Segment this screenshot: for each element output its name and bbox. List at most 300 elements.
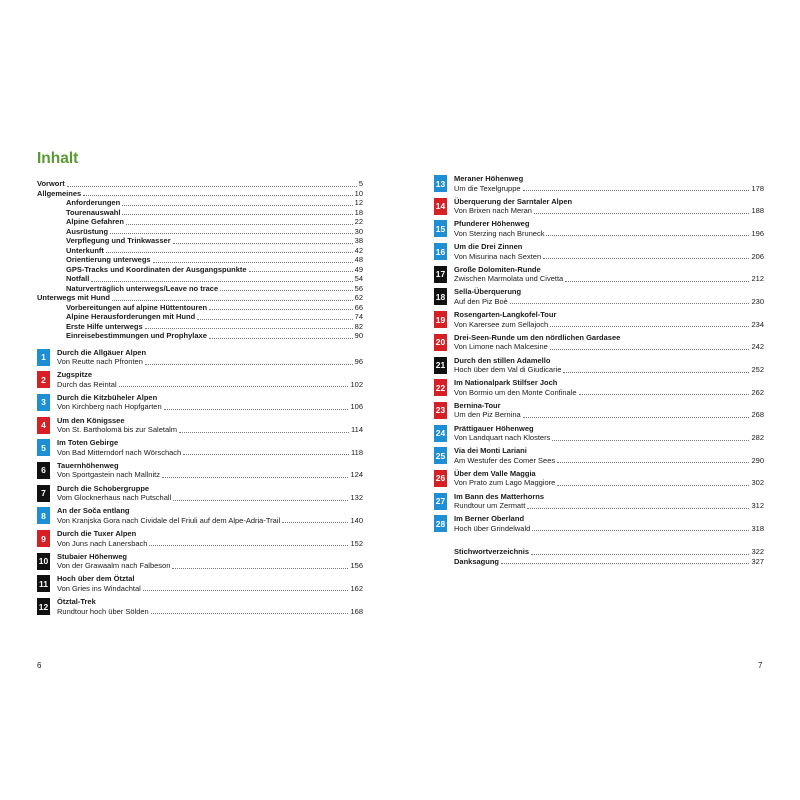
tour-page: 96 <box>354 357 363 366</box>
dot-leader <box>565 280 749 282</box>
dot-leader <box>557 484 749 486</box>
dot-leader <box>126 223 353 225</box>
toc-entry-label: Einreisebestimmungen und Prophylaxe <box>66 331 207 340</box>
tour-subtitle-row <box>57 448 363 458</box>
tour-entry[interactable] <box>434 401 764 422</box>
tour-number-badge: 22 <box>434 379 447 396</box>
dot-leader <box>122 213 352 215</box>
dot-leader <box>145 363 353 365</box>
tour-text <box>454 265 764 284</box>
tour-subtitle-row <box>454 184 764 194</box>
tour-entry[interactable] <box>37 506 363 527</box>
tour-entry[interactable] <box>37 438 363 459</box>
tour-text <box>454 356 764 375</box>
tour-subtitle-row <box>454 229 764 239</box>
appendix-entry[interactable] <box>434 557 764 567</box>
toc-entry-page: 48 <box>354 255 363 264</box>
tour-subtitle-row <box>454 206 764 216</box>
tour-subtitle-row <box>454 478 764 488</box>
tour-subtitle-row <box>454 365 764 375</box>
tour-number-badge: 13 <box>434 175 447 192</box>
toc-entry-page: 62 <box>354 293 363 302</box>
dot-leader <box>209 337 353 339</box>
tour-number-badge: 15 <box>434 220 447 237</box>
tour-text <box>454 378 764 397</box>
tour-number-badge: 12 <box>37 598 50 615</box>
tour-title: Stubaier Höhenweg <box>57 551 128 561</box>
tour-title: Tauernhöhenweg <box>57 460 119 470</box>
dot-leader <box>501 562 749 564</box>
tour-text <box>57 552 363 571</box>
tour-title: Ötztal-Trek <box>57 597 96 607</box>
dot-leader <box>527 507 749 509</box>
tour-page: 114 <box>351 425 363 435</box>
toc-entry[interactable] <box>37 189 363 199</box>
tour-subtitle: Von Bormio um den Monte Confinale <box>454 387 577 397</box>
toc-entry-page: 54 <box>354 274 363 283</box>
dot-leader <box>122 204 352 206</box>
toc-entry-page: 56 <box>354 283 363 293</box>
toc-entry-page: 10 <box>354 188 363 198</box>
dot-leader <box>563 371 749 373</box>
toc-entry-page: 12 <box>354 198 363 207</box>
dot-leader <box>179 431 349 433</box>
tour-subtitle-row <box>57 357 363 367</box>
dot-leader <box>197 318 352 320</box>
tour-number-badge: 19 <box>434 311 447 328</box>
intro-list <box>37 179 363 341</box>
tour-subtitle: Von Kirchberg nach Hopfgarten <box>57 402 162 412</box>
tour-subtitle: Durch das Reintal <box>57 379 117 389</box>
tour-title: Durch die Allgäuer Alpen <box>57 347 147 357</box>
tour-subtitle-row <box>57 516 363 526</box>
tour-title: An der Soča entlang <box>57 506 130 516</box>
tour-title: Im Berner Oberland <box>454 514 525 524</box>
tour-page: 312 <box>751 501 764 511</box>
tour-number-badge: 16 <box>434 243 447 260</box>
tour-title: Bernina-Tour <box>454 400 501 410</box>
dot-leader <box>557 461 749 463</box>
toc-entry[interactable] <box>37 246 363 256</box>
tour-list-right <box>434 174 764 535</box>
tour-subtitle-row <box>57 402 363 412</box>
dot-leader <box>106 251 353 253</box>
tour-title: Hoch über dem Ötztal <box>57 574 135 584</box>
tour-number-badge: 17 <box>434 266 447 283</box>
dot-leader <box>145 327 353 329</box>
tour-subtitle: Von Limone nach Malcesine <box>454 342 548 352</box>
toc-entry-label: GPS-Tracks und Koordinaten der Ausgangspunkte <box>66 264 247 274</box>
tour-subtitle: Hoch über Grindelwald <box>454 523 531 533</box>
toc-entry-page: 30 <box>354 226 363 236</box>
tour-text <box>454 219 764 238</box>
tour-title: Prättigauer Höhenweg <box>454 423 534 433</box>
tour-text <box>57 574 363 593</box>
dot-leader <box>149 544 348 546</box>
tour-entry[interactable] <box>434 356 764 377</box>
tour-text <box>57 438 363 457</box>
tour-number-badge: 10 <box>37 553 50 570</box>
dot-leader <box>543 257 749 259</box>
tour-subtitle: Um die Texelgruppe <box>454 183 521 193</box>
page-number-right: 7 <box>758 661 763 670</box>
dot-leader <box>579 393 750 395</box>
tour-page: 132 <box>350 493 363 503</box>
tour-text <box>454 446 764 465</box>
tour-subtitle: Zwischen Marmolata und Civetta <box>454 274 564 284</box>
tour-subtitle: Vom Glocknerhaus nach Putschall <box>57 493 172 503</box>
toc-entry-page: 49 <box>354 264 363 274</box>
tour-text <box>57 461 363 480</box>
tour-subtitle: Am Westufer des Comer Sees <box>454 455 556 465</box>
tour-entry[interactable] <box>434 265 764 286</box>
tour-subtitle-row <box>454 524 764 534</box>
tour-entry[interactable] <box>434 174 764 195</box>
dot-leader <box>249 270 353 272</box>
toc-entry-label: Orientierung unterwegs <box>66 255 151 264</box>
tour-subtitle: Von Karersee zum Sellajoch <box>454 319 549 329</box>
tour-title: Drei-Seen-Runde um den nördlichen Gardasee <box>454 332 621 342</box>
tour-text <box>454 333 764 352</box>
toc-entry-page: 5 <box>358 179 363 188</box>
tour-subtitle-row <box>454 342 764 352</box>
tour-page: 206 <box>751 251 764 261</box>
tour-number-badge: 5 <box>37 439 50 456</box>
toc-entry-label: Unterkunft <box>66 245 104 255</box>
toc-entry[interactable] <box>37 198 363 208</box>
dot-leader <box>534 212 750 214</box>
tour-page: 140 <box>350 515 363 525</box>
tour-number-badge: 1 <box>37 349 50 366</box>
tour-page: 318 <box>751 523 764 533</box>
tour-text <box>57 416 363 435</box>
tour-subtitle-row <box>454 501 764 511</box>
tour-title: Sella-Überquerung <box>454 287 522 297</box>
tour-subtitle: Von Juns nach Lanersbach <box>57 538 148 548</box>
toc-entry-label: Alpine Gefahren <box>66 217 124 226</box>
tour-page: 252 <box>751 365 764 374</box>
tour-entry[interactable] <box>37 574 363 595</box>
toc-entry[interactable] <box>37 227 363 237</box>
tour-entry[interactable] <box>434 514 764 535</box>
appendix-label: Danksagung <box>454 556 500 566</box>
toc-entry-label: Notfall <box>66 274 90 283</box>
tour-number-badge: 4 <box>37 417 50 434</box>
tour-text <box>454 242 764 261</box>
tour-subtitle-row <box>454 252 764 262</box>
tour-title: Meraner Höhenweg <box>454 174 524 183</box>
dot-leader <box>552 439 749 441</box>
tour-number-badge: 14 <box>434 198 447 215</box>
tour-text <box>57 370 363 389</box>
tour-entry[interactable] <box>37 416 363 437</box>
tour-entry[interactable] <box>434 424 764 445</box>
tour-subtitle: Von Misurina nach Sexten <box>454 251 542 261</box>
tour-page: 162 <box>350 583 363 593</box>
tour-title: Im Toten Gebirge <box>57 438 119 448</box>
tour-number-badge: 25 <box>434 447 447 464</box>
tour-text <box>454 197 764 216</box>
tour-subtitle: Von der Grawaalm nach Falbeson <box>57 561 171 571</box>
tour-list-left <box>37 348 363 619</box>
tour-text <box>57 506 363 525</box>
dot-leader <box>162 476 349 478</box>
tour-page: 106 <box>350 402 363 412</box>
toc-entry[interactable] <box>37 312 363 322</box>
tour-page: 282 <box>751 433 764 443</box>
tour-page: 168 <box>350 606 363 616</box>
tour-title: Um den Königssee <box>57 415 125 425</box>
tour-number-badge: 28 <box>434 515 447 532</box>
tour-text <box>57 348 363 367</box>
tour-page: 290 <box>751 455 764 465</box>
tour-page: 178 <box>751 183 764 193</box>
tour-subtitle: Von Gries ins Windachtal <box>57 583 141 593</box>
tour-page: 156 <box>350 561 363 571</box>
tour-subtitle-row <box>454 456 764 466</box>
tour-subtitle-row <box>57 470 363 480</box>
tour-page: 102 <box>350 379 363 389</box>
dot-leader <box>91 280 352 282</box>
tour-page: 302 <box>751 478 764 488</box>
tour-number-badge: 27 <box>434 493 447 510</box>
tour-entry[interactable] <box>37 461 363 482</box>
tour-entry[interactable] <box>434 197 764 218</box>
toc-entry-label: Vorbereitungen auf alpine Hüttentouren <box>66 302 208 312</box>
tour-entry[interactable] <box>434 310 764 331</box>
toc-entry[interactable] <box>37 179 363 189</box>
tour-title: Zugspitze <box>57 370 92 380</box>
tour-page: 212 <box>751 274 764 284</box>
tour-subtitle: Von Sportgastein nach Mallnitz <box>57 470 160 480</box>
tour-number-badge: 18 <box>434 288 447 305</box>
toc-entry-page: 66 <box>354 302 363 312</box>
tour-page: 262 <box>751 387 764 397</box>
tour-subtitle-row <box>57 561 363 571</box>
toc-entry[interactable] <box>37 322 363 332</box>
tour-entry[interactable] <box>37 370 363 391</box>
tour-entry[interactable] <box>434 242 764 263</box>
tour-title: Durch den stillen Adamello <box>454 355 551 365</box>
page-title: Inhalt <box>37 150 79 167</box>
tour-page: 234 <box>751 319 764 329</box>
toc-entry-label: Verpflegung und Trinkwasser <box>66 236 171 245</box>
toc-entry-label: Ausrüstung <box>66 226 109 236</box>
toc-entry[interactable] <box>37 208 363 218</box>
tour-text <box>454 174 764 193</box>
tour-number-badge: 9 <box>37 530 50 547</box>
tour-text <box>57 529 363 548</box>
toc-left-column <box>37 179 363 620</box>
toc-entry-label: Anforderungen <box>66 198 121 207</box>
toc-entry[interactable] <box>37 217 363 227</box>
appendix-entry[interactable] <box>434 547 764 557</box>
tour-number-badge: 3 <box>37 394 50 411</box>
tour-text <box>57 597 363 616</box>
tour-entry[interactable] <box>37 529 363 550</box>
dot-leader <box>153 261 353 263</box>
tour-entry[interactable] <box>434 492 764 513</box>
tour-entry[interactable] <box>37 484 363 505</box>
tour-entry[interactable] <box>434 469 764 490</box>
toc-entry[interactable] <box>37 265 363 275</box>
tour-page: 242 <box>751 342 764 352</box>
tour-title: Große Dolomiten-Runde <box>454 264 541 274</box>
tour-number-badge: 6 <box>37 462 50 479</box>
tour-subtitle: Hoch über dem Val di Giudicarie <box>454 365 562 374</box>
tour-entry[interactable] <box>37 597 363 618</box>
tour-title: Rosengarten-Langkofel-Tour <box>454 310 557 320</box>
tour-subtitle: Rundtour um Zermatt <box>454 501 526 511</box>
tour-entry[interactable] <box>434 446 764 467</box>
tour-page: 152 <box>350 538 363 548</box>
dot-leader <box>110 232 353 234</box>
toc-entry[interactable] <box>37 331 363 341</box>
dot-leader <box>83 194 352 196</box>
tour-subtitle: Von Kranjska Gora nach Cividale del Friuli auf dem Alpe-Adria-Trail <box>57 515 281 525</box>
tour-subtitle: Von Reutte nach Pfronten <box>57 357 143 366</box>
toc-entry-label: Unterwegs mit Hund <box>37 293 110 302</box>
dot-leader <box>550 325 749 327</box>
dot-leader <box>67 185 357 187</box>
tour-subtitle-row <box>454 410 764 420</box>
tour-subtitle: Von Prato zum Lago Maggiore <box>454 478 556 488</box>
dot-leader <box>282 521 348 523</box>
tour-subtitle-row <box>57 539 363 549</box>
tour-title: Durch die Tuxer Alpen <box>57 529 137 538</box>
toc-entry-page: 82 <box>354 321 363 331</box>
dot-leader <box>173 242 353 244</box>
tour-subtitle-row <box>454 433 764 443</box>
tour-text <box>57 393 363 412</box>
dot-leader <box>172 567 348 569</box>
tour-subtitle: Um den Piz Bernina <box>454 410 521 420</box>
tour-text <box>57 484 363 503</box>
tour-page: 118 <box>351 447 363 457</box>
tour-title: Via dei Monti Lariani <box>454 446 527 456</box>
toc-entry-page: 42 <box>354 245 363 255</box>
toc-entry-label: Erste Hilfe unterwegs <box>66 321 143 331</box>
tour-subtitle-row <box>454 388 764 398</box>
tour-title: Im Nationalpark Stilfser Joch <box>454 378 558 388</box>
tour-number-badge: 24 <box>434 425 447 442</box>
dot-leader <box>164 408 349 410</box>
dot-leader <box>143 589 349 591</box>
dot-leader <box>531 553 749 555</box>
appendix-page: 327 <box>751 556 764 566</box>
dot-leader <box>209 308 353 310</box>
dot-leader <box>119 385 349 387</box>
tour-page: 188 <box>751 206 764 216</box>
tour-subtitle: Von Sterzing nach Bruneck <box>454 228 545 238</box>
toc-entry-label: Allgemeines <box>37 188 82 198</box>
tour-subtitle-row <box>57 425 363 435</box>
dot-leader <box>510 302 750 304</box>
tour-entry[interactable] <box>37 552 363 573</box>
tour-entry[interactable] <box>434 219 764 240</box>
tour-title: Über dem Valle Maggia <box>454 468 536 478</box>
toc-entry-label: Vorwort <box>37 179 65 188</box>
tour-text <box>454 401 764 420</box>
toc-entry[interactable] <box>37 303 363 313</box>
toc-entry-page: 90 <box>354 331 363 340</box>
dot-leader <box>523 189 750 191</box>
toc-entry-label: Naturverträglich unterwegs/Leave no trace <box>66 283 219 293</box>
tour-text <box>454 469 764 488</box>
tour-subtitle-row <box>57 584 363 594</box>
tour-subtitle: Von Landquart nach Klosters <box>454 433 551 443</box>
dot-leader <box>151 612 349 614</box>
tour-number-badge: 11 <box>37 575 50 592</box>
tour-title: Um die Drei Zinnen <box>454 242 523 252</box>
tour-title: Pfunderer Höhenweg <box>454 219 530 229</box>
dot-leader <box>523 416 750 418</box>
tour-text <box>454 310 764 329</box>
tour-number-badge: 26 <box>434 470 447 487</box>
toc-entry-page: 22 <box>354 217 363 226</box>
dot-leader <box>532 529 749 531</box>
toc-entry[interactable] <box>37 236 363 246</box>
tour-subtitle-row <box>454 297 764 307</box>
tour-number-badge: 2 <box>37 371 50 388</box>
tour-entry[interactable] <box>434 378 764 399</box>
toc-entry[interactable] <box>37 255 363 265</box>
tour-entry[interactable] <box>37 393 363 414</box>
tour-subtitle: Von Brixen nach Meran <box>454 206 532 216</box>
tour-entry[interactable] <box>434 287 764 308</box>
tour-page: 124 <box>350 470 363 480</box>
toc-entry[interactable] <box>37 274 363 284</box>
tour-subtitle-row <box>454 320 764 330</box>
dot-leader <box>173 499 348 501</box>
tour-title: Im Bann des Matterhorns <box>454 491 545 501</box>
toc-entry-label: Tourenauswahl <box>66 207 121 217</box>
tour-subtitle-row <box>57 607 363 617</box>
tour-title: Überquerung der Sarntaler Alpen <box>454 196 573 206</box>
tour-text <box>454 424 764 443</box>
tour-text <box>454 492 764 511</box>
toc-entry[interactable] <box>37 284 363 294</box>
toc-right-column <box>434 174 764 566</box>
tour-subtitle: Von Bad Mitterndorf nach Wörschach <box>57 447 182 457</box>
toc-entry-page: 38 <box>354 236 363 245</box>
tour-number-badge: 8 <box>37 507 50 524</box>
tour-number-badge: 7 <box>37 485 50 502</box>
toc-entry[interactable] <box>37 293 363 303</box>
appendix-label: Stichwortverzeichnis <box>454 547 530 556</box>
dot-leader <box>546 234 749 236</box>
tour-title: Durch die Kitzbüheler Alpen <box>57 392 158 402</box>
tour-subtitle: Auf den Piz Boè <box>454 296 508 306</box>
tour-entry[interactable] <box>434 333 764 354</box>
tour-number-badge: 20 <box>434 334 447 351</box>
dot-leader <box>220 289 353 291</box>
tour-page: 196 <box>751 228 764 238</box>
tour-text <box>454 514 764 533</box>
toc-entry-label: Alpine Herausforderungen mit Hund <box>66 312 196 321</box>
page-number-left: 6 <box>37 661 42 670</box>
tour-subtitle-row <box>57 493 363 503</box>
dot-leader <box>183 453 349 455</box>
tour-subtitle-row <box>454 274 764 284</box>
tour-number-badge: 23 <box>434 402 447 419</box>
tour-page: 268 <box>751 410 764 420</box>
tour-subtitle: Von St. Bartholomä bis zur Saletalm <box>57 425 178 435</box>
toc-entry-page: 18 <box>354 207 363 217</box>
tour-subtitle: Rundtour hoch über Sölden <box>57 606 149 616</box>
tour-entry[interactable] <box>37 348 363 369</box>
tour-text <box>454 287 764 306</box>
